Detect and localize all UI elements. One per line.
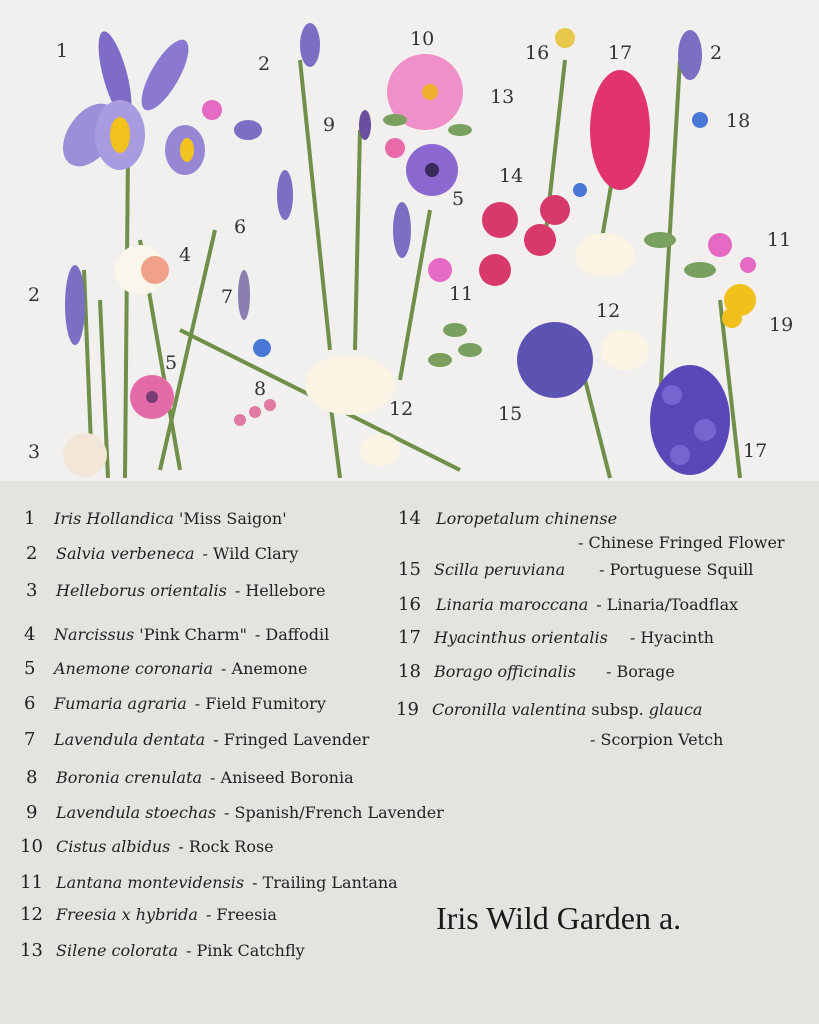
legend-item-10: 10 Cistus albidus - Rock Rose bbox=[20, 836, 274, 857]
legend-item-14: 14 Loropetalum chinense bbox=[398, 508, 618, 529]
photo-label-17: 17 bbox=[608, 42, 633, 64]
photo-label-12: 12 bbox=[389, 398, 414, 420]
iris-flower bbox=[52, 28, 205, 176]
photo-label-15: 15 bbox=[498, 403, 523, 425]
photo-label-8: 8 bbox=[254, 378, 267, 400]
photo-label-3: 3 bbox=[28, 441, 41, 463]
page-title: Iris Wild Garden a. bbox=[436, 900, 682, 936]
photo-label-5: 5 bbox=[165, 352, 178, 374]
legend-item-2: 2 Salvia verbeneca - Wild Clary bbox=[26, 543, 299, 564]
rock-rose bbox=[385, 54, 463, 158]
legend-item-18: 18 Borago officinalis - Borage bbox=[398, 661, 675, 682]
legend-item-7: 7 Lavendula dentata - Fringed Lavender bbox=[24, 729, 370, 750]
photo-label-16: 16 bbox=[525, 42, 550, 64]
photo-label-17b: 17 bbox=[743, 440, 768, 462]
photo-label-6: 6 bbox=[234, 216, 247, 238]
photo-label-18: 18 bbox=[726, 110, 751, 132]
legend-item-3: 3 Helleborus orientalis - Hellebore bbox=[26, 580, 326, 601]
legend-item-15: 15 Scilla peruviana - Portuguese Squill bbox=[398, 559, 754, 580]
legend-item-19-common: - Scorpion Vetch bbox=[590, 730, 724, 749]
photo-label-19: 19 bbox=[769, 314, 794, 336]
photo-label-11b: 11 bbox=[767, 229, 792, 251]
legend-item-11: 11 Lantana montevidensis - Trailing Lantana bbox=[20, 872, 398, 893]
photo-label-14: 14 bbox=[499, 165, 524, 187]
photo-label-9: 9 bbox=[323, 114, 336, 136]
legend-item-9: 9 Lavendula stoechas - Spanish/French Lavender bbox=[26, 802, 444, 823]
hyacinth-blue bbox=[650, 365, 730, 475]
photo-label-12b: 12 bbox=[596, 300, 621, 322]
legend-item-17: 17 Hyacinthus orientalis - Hyacinth bbox=[398, 627, 714, 648]
photo-label-10: 10 bbox=[410, 28, 435, 50]
legend-item-1: 1 Iris Hollandica 'Miss Saigon' bbox=[24, 508, 287, 529]
legend-item-19: 19 Coronilla valentina subsp. glauca bbox=[396, 699, 703, 720]
legend-item-8: 8 Boronia crenulata - Aniseed Boronia bbox=[26, 767, 354, 788]
photo-label-2b: 2 bbox=[258, 53, 271, 75]
photo-label-4: 4 bbox=[179, 244, 192, 266]
photo-label-5b: 5 bbox=[452, 188, 465, 210]
photo-label-2: 2 bbox=[28, 284, 41, 306]
photo-label-11: 11 bbox=[449, 283, 474, 305]
photo-label-2c: 2 bbox=[710, 42, 723, 64]
photo-label-7: 7 bbox=[221, 286, 234, 308]
legend-item-12: 12 Freesia x hybrida - Freesia bbox=[20, 904, 277, 925]
legend-item-13: 13 Silene colorata - Pink Catchfly bbox=[20, 940, 305, 961]
photo-label-13: 13 bbox=[490, 86, 515, 108]
legend-item-6: 6 Fumaria agraria - Field Fumitory bbox=[24, 693, 326, 714]
legend-item-5: 5 Anemone coronaria - Anemone bbox=[24, 658, 308, 679]
narcissus bbox=[115, 245, 169, 295]
hyacinth-pink bbox=[590, 70, 650, 190]
legend-item-16: 16 Linaria maroccana - Linaria/Toadflax bbox=[398, 594, 739, 615]
legend-item-4: 4 Narcissus 'Pink Charm" - Daffodil bbox=[24, 624, 330, 645]
photo-label-1: 1 bbox=[56, 40, 69, 62]
legend-item-14-common: - Chinese Fringed Flower bbox=[578, 533, 785, 552]
